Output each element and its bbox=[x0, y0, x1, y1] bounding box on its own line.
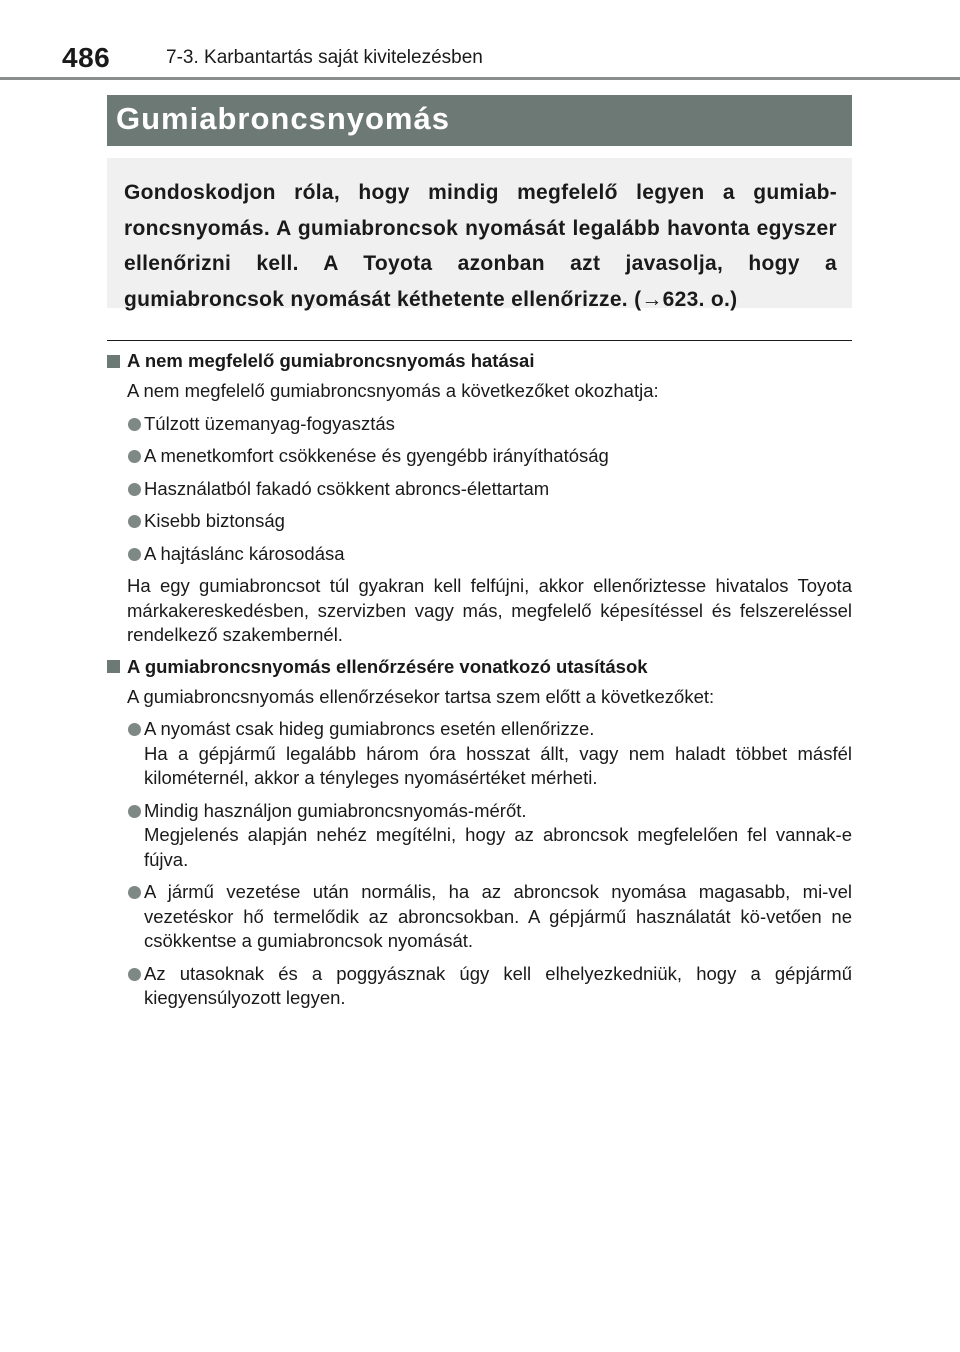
page-header bbox=[0, 30, 960, 76]
effects-note: Ha egy gumiabroncsot túl gyakran kell felfújni, akkor ellenőriztesse hivatalos Toyota márkakereskedésben, szervizben vagy más, megfelelő képesítéssel és felszereléssel rendelkező szakembernél. bbox=[127, 575, 852, 645]
chapter-title: 7-3. Karbantartás saját kivitelezésben bbox=[166, 47, 483, 68]
instructions-lead: A gumiabroncsnyomás ellenőrzésekor tartsa szem előtt a következőket: bbox=[127, 685, 715, 707]
list-item bbox=[127, 412, 852, 437]
page-number: 486 bbox=[62, 42, 111, 73]
round-bullet-icon bbox=[127, 717, 144, 791]
effects-lead: A nem megfelelő gumiabroncsnyomás a következőket okozhatja: bbox=[127, 380, 659, 401]
list-item-text: Mindig használjon gumiabroncsnyomás-mérőt. bbox=[144, 799, 527, 821]
list-item-text: Kisebb biztonság bbox=[144, 510, 285, 531]
section-title: Gumiabroncsnyomás bbox=[116, 101, 450, 136]
list-item bbox=[127, 799, 852, 873]
square-bullet-icon bbox=[107, 660, 120, 673]
list-item bbox=[127, 477, 852, 502]
list-item bbox=[127, 962, 852, 1011]
round-bullet-icon bbox=[127, 880, 144, 954]
content bbox=[107, 350, 852, 1019]
round-bullet-icon bbox=[127, 444, 144, 469]
list-item bbox=[127, 542, 852, 567]
list-item-text: A hajtáslánc károsodása bbox=[144, 542, 345, 564]
round-bullet-icon bbox=[127, 962, 144, 1011]
round-bullet-icon bbox=[127, 542, 144, 567]
round-bullet-icon bbox=[127, 509, 144, 534]
list-item-body bbox=[144, 799, 852, 873]
subheading-effects bbox=[107, 350, 852, 372]
header-rule bbox=[0, 77, 960, 80]
list-item-body bbox=[144, 962, 852, 1011]
list-item-body bbox=[144, 880, 852, 954]
section-divider bbox=[107, 340, 852, 341]
round-bullet-icon bbox=[127, 412, 144, 437]
round-bullet-icon bbox=[127, 477, 144, 502]
section-banner bbox=[107, 95, 852, 146]
list-item bbox=[127, 509, 852, 534]
subheading-instructions bbox=[107, 656, 852, 678]
list-item-detail: Megjelenés alapján nehéz megítélni, hogy az abroncsok megfelelően fel vannak-e fújva. bbox=[144, 824, 852, 870]
list-item-text: Túlzott üzemanyag-fogyasztás bbox=[144, 412, 395, 434]
list-item-text: A jármű vezetése után normális, ha az abroncsok nyomása magasabb, mi-vel vezetéskor hő termelődik az abroncsokban. A gépjármű használatát kö-vetően ne csökkentse a gumiabroncsok nyomását. bbox=[144, 881, 852, 951]
list-item bbox=[127, 717, 852, 791]
list-item-text: A menetkomfort csökkenése és gyengébb irányíthatóság bbox=[144, 445, 609, 466]
list-item-text: Használatból fakadó csökkent abroncs-élettartam bbox=[144, 477, 550, 499]
square-bullet-icon bbox=[107, 355, 120, 368]
intro-text: Gondoskodjon róla, hogy mindig megfelelő legyen a gumiab-roncsnyomás. A gumiabroncsok nyomását legalább havonta egyszer ellenőrizni kell. A Toyota azonban azt javasolja, hogy a gumiabroncsok nyomását kéthetente ellenőrizze. (→623. o.) bbox=[124, 181, 837, 311]
list-item-text: Az utasoknak és a poggyásznak úgy kell elhelyezkedniük, hogy a gépjármű kiegyensúlyozott legyen. bbox=[144, 962, 852, 1008]
intro-box bbox=[107, 158, 852, 311]
subheading-effects-text: A nem megfelelő gumiabroncsnyomás hatásai bbox=[127, 350, 535, 371]
list-item bbox=[127, 880, 852, 954]
list-item bbox=[127, 444, 852, 469]
round-bullet-icon bbox=[127, 799, 144, 873]
subheading-instructions-text: A gumiabroncsnyomás ellenőrzésére vonatkozó utasítások bbox=[127, 655, 648, 677]
list-item-body bbox=[144, 717, 852, 791]
list-item-text: A nyomást csak hideg gumiabroncs esetén ellenőrizze. bbox=[144, 718, 595, 739]
list-item-detail: Ha a gépjármű legalább három óra hosszat állt, vagy nem haladt többet másfél kilométernél, akkor a tényleges nyomásértéket mérheti. bbox=[144, 742, 852, 788]
